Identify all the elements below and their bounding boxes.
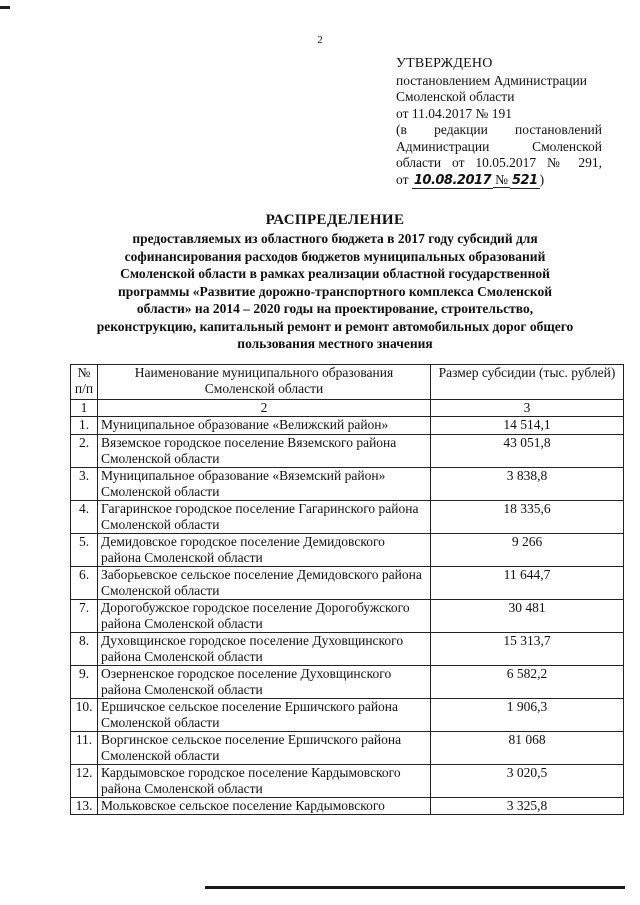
approval-line: Смоленской области (396, 89, 515, 104)
subtitle-line: реконструкцию, капитальный ремонт и ремонт автомобильных дорог общего (96, 318, 574, 334)
column-index: 2 (98, 400, 431, 417)
handwritten-date: 10.08.2017 (413, 172, 492, 188)
row-municipality: Демидовское городское поселение Демидовского района Смоленской области (98, 534, 431, 567)
table-row (71, 534, 624, 567)
row-number: 8. (71, 633, 98, 666)
row-municipality: Озерненское городское поселение Духовщинского района Смоленской области (98, 666, 431, 699)
column-index: 3 (431, 400, 624, 417)
row-amount: 18 335,6 (431, 501, 624, 534)
closing-parenthesis: ) (539, 171, 545, 187)
document-title: РАСПРЕДЕЛЕНИЕ (265, 212, 405, 228)
row-number: 3. (71, 468, 98, 501)
table-row (71, 666, 624, 699)
row-municipality: Дорогобужское городское поселение Дорогобужского района Смоленской области (98, 600, 431, 633)
row-number: 12. (71, 765, 98, 798)
row-amount: 6 582,2 (431, 666, 624, 699)
row-municipality: Мольковское сельское поселение Кардымовского (98, 798, 431, 815)
row-municipality: Муниципальное образование «Вяземский район» Смоленской области (98, 468, 431, 501)
table-row (71, 501, 624, 534)
document-subtitle (40, 230, 630, 353)
scan-bottom-edge (205, 886, 625, 889)
subtitle-line: Смоленской области в рамках реализации областной государственной (120, 266, 550, 281)
handwritten-number: 521 (512, 172, 538, 188)
row-number: 9. (71, 666, 98, 699)
row-number: 11. (71, 732, 98, 765)
scan-top-edge (0, 0, 640, 10)
row-number: 1. (71, 417, 98, 435)
row-amount: 11 644,7 (431, 567, 624, 600)
row-amount: 9 266 (431, 534, 624, 567)
page-number: 2 (317, 34, 323, 46)
row-municipality: Вяземское городское поселение Вяземского района Смоленской области (98, 435, 431, 468)
row-number: 7. (71, 600, 98, 633)
table-row (71, 417, 624, 435)
row-number: 6. (71, 567, 98, 600)
subtitle-line: предоставляемых из областного бюджета в 2017 году субсидий для (132, 231, 538, 246)
approval-line: от 11.04.2017 № 191 (396, 105, 512, 121)
approval-amendment-line (396, 172, 602, 190)
approval-line: (в редакции постановлений (396, 122, 602, 137)
header-subsidy-amount: Размер субсидии (тыс. рублей) (431, 365, 624, 400)
table-row (71, 633, 624, 666)
row-number: 10. (71, 699, 98, 732)
row-number: 2. (71, 435, 98, 468)
row-amount: 3 020,5 (431, 765, 624, 798)
approval-line: Администрации Смоленской (396, 138, 602, 154)
subtitle-line: пользования местного значения (237, 336, 433, 351)
table-row (71, 468, 624, 501)
row-amount: 1 906,3 (431, 699, 624, 732)
row-municipality: Ершичское сельское поселение Ершичского района Смоленской области (98, 699, 431, 732)
approval-title: УТВЕРЖДЕНО (396, 56, 493, 71)
row-amount: 3 838,8 (431, 468, 624, 501)
row-number: 5. (71, 534, 98, 567)
table-row (71, 600, 624, 633)
row-municipality: Духовщинское городское поселение Духовщинского района Смоленской области (98, 633, 431, 666)
row-municipality: Кардымовское городское поселение Кардымовского района Смоленской области (98, 765, 431, 798)
table-header-row (71, 365, 624, 400)
approval-line: области от 10.05.2017 № 291, (396, 155, 602, 170)
subtitle-line: программы «Развитие дорожно-транспортного комплекса Смоленской (118, 283, 552, 299)
table-row (71, 435, 624, 468)
row-number: 4. (71, 501, 98, 534)
table-row (71, 567, 624, 600)
approval-date-prefix: от (396, 171, 409, 187)
row-municipality: Муниципальное образование «Велижский район» (98, 417, 431, 435)
header-number: № п/п (71, 365, 98, 400)
column-index: 1 (71, 400, 98, 417)
subtitle-line: области» на 2014 – 2020 годы на проектирование, строительство, (136, 301, 534, 316)
row-amount: 43 051,8 (431, 435, 624, 468)
row-amount: 30 481 (431, 600, 624, 633)
column-index-row (71, 400, 624, 417)
row-municipality: Заборьевское сельское поселение Демидовского района Смоленской области (98, 567, 431, 600)
row-number: 13. (71, 798, 98, 815)
approval-line: постановлением Администрации (396, 72, 587, 88)
row-amount: 14 514,1 (431, 417, 624, 435)
row-amount: 3 325,8 (431, 798, 624, 815)
table-row (71, 699, 624, 732)
row-municipality: Воргинское сельское поселение Ершичского района Смоленской области (98, 732, 431, 765)
table-row (71, 765, 624, 798)
approval-block (396, 56, 602, 189)
row-municipality: Гагаринское городское поселение Гагаринского района Смоленской области (98, 501, 431, 534)
subtitle-line: софинансирования расходов бюджетов муниципальных образований (124, 248, 546, 264)
row-amount: 15 313,7 (431, 633, 624, 666)
header-municipality: Наименование муниципального образования Смоленской области (98, 365, 431, 400)
table-row (71, 732, 624, 765)
number-sign: № (495, 171, 508, 187)
row-amount: 81 068 (431, 732, 624, 765)
table-row (71, 798, 624, 815)
subsidy-table (70, 364, 624, 815)
